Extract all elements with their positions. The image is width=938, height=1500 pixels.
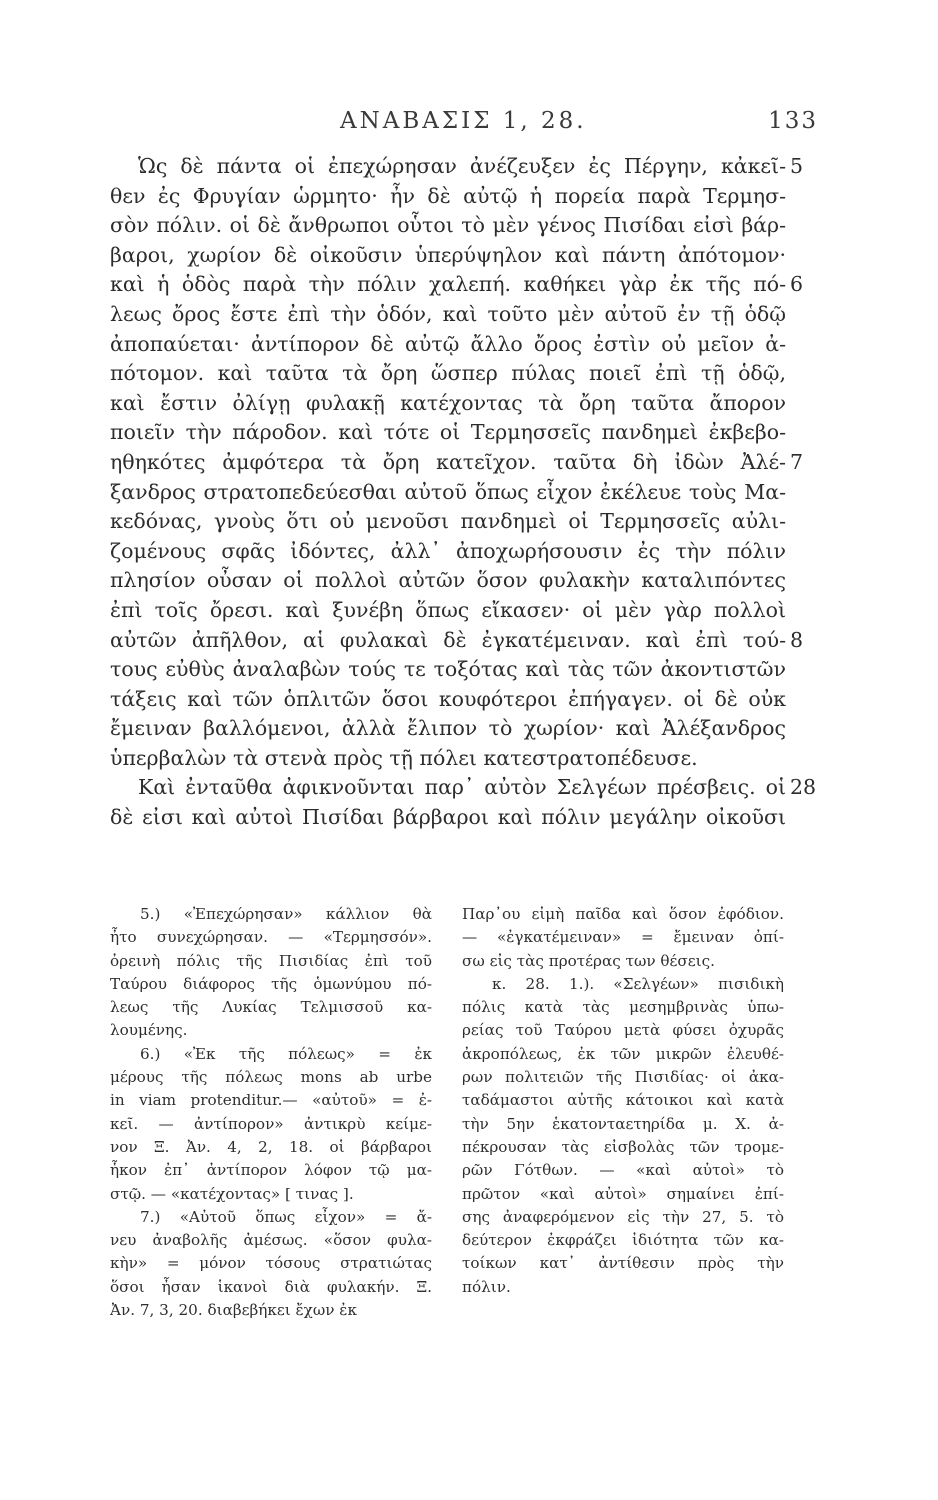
main-text-block	[110, 152, 817, 833]
footnote-line	[462, 1159, 784, 1182]
text-line-content: τους εὐθὺς ἀναλαβὼν τούς τε τοξότας καὶ τὰς τῶν ἀκοντιστῶν	[110, 657, 786, 682]
footnote-line	[462, 1136, 784, 1159]
footnote-line-content: πόλιν.	[462, 1277, 511, 1296]
footnote-line	[462, 1019, 784, 1042]
section-number: 8	[790, 627, 804, 652]
footnote-line	[462, 996, 784, 1019]
footnote-line	[110, 996, 432, 1019]
text-line	[110, 537, 786, 567]
footnote-line-content: ρείας τοῦ Ταύρου μετὰ φύσει ὀχυρᾶς	[462, 1021, 784, 1040]
footnote-line	[110, 1043, 432, 1066]
footnote-line-content: Ἀν. 7, 3, 20. διαβεβήκει ἔχων ἐκ	[110, 1301, 357, 1320]
text-line	[110, 448, 804, 478]
text-line-content: λεως ὄρος ἔστε ἐπὶ τὴν ὁδόν, καὶ τοῦτο μὲν αὐτοῦ ἐν τῇ ὁδῷ	[110, 301, 786, 326]
footnote-line-content: τὴν 5ην ἑκατονταετηρίδα μ. Χ. ἀ-	[462, 1114, 784, 1133]
footnote-line	[462, 926, 784, 949]
footnote-line	[110, 1159, 432, 1182]
text-line	[110, 655, 786, 685]
text-line	[110, 330, 786, 360]
footnote-line	[462, 1183, 784, 1206]
text-line-content: ὑπερβαλὼν τὰ στενὰ πρὸς τῇ πόλει κατεστρατοπέδευσε.	[110, 745, 698, 770]
footnote-line-content: νον Ξ. Ἀν. 4, 2, 18. οἱ βάρβαροι	[110, 1137, 432, 1156]
text-line	[110, 418, 786, 448]
text-line	[110, 211, 786, 241]
footnote-line-content: in viam protenditur.— «αὐτοῦ» = ἐ-	[110, 1091, 432, 1110]
text-line	[110, 182, 786, 212]
footnotes-left-column	[110, 903, 432, 1322]
text-line-content: αὐτῶν ἀπῆλθον, αἱ φυλακαὶ δὲ ἐγκατέμειναν. καὶ ἐπὶ τού-	[110, 627, 786, 652]
footnote-line-content: Ταύρου διάφορος τῆς ὁμωνύμου πό-	[110, 974, 432, 993]
footnote-line-content: ἦτο συνεχώρησαν. — «Τερμησσόν».	[110, 928, 432, 947]
footnote-line	[462, 903, 784, 926]
footnote-line	[462, 1043, 784, 1066]
footnote-line-content: νευ ἀναβολῆς ἀμέσως. «ὅσον φυλα-	[110, 1231, 432, 1250]
footnote-line	[462, 950, 784, 973]
footnote-line	[110, 1183, 432, 1206]
footnote-line-content: πρῶτον «καὶ αὐτοὶ» σημαίνει ἐπί-	[462, 1184, 784, 1203]
footnotes	[110, 903, 810, 1403]
footnote-line	[462, 1066, 784, 1089]
text-line	[110, 152, 804, 182]
section-number: 5	[790, 154, 804, 178]
text-line	[110, 773, 817, 803]
footnote-line-content: ἧκον ἐπ᾽ ἀντίπορον λόφον τῷ μα-	[110, 1161, 432, 1180]
footnote-line	[462, 1206, 784, 1229]
text-line	[110, 626, 804, 656]
footnote-line-content: πέκρουσαν τὰς εἰσβολὰς τῶν τρομε-	[462, 1137, 784, 1156]
text-line	[110, 359, 786, 389]
text-line	[110, 596, 786, 626]
text-line	[110, 389, 786, 419]
text-line	[110, 685, 786, 715]
footnote-line	[110, 1089, 432, 1112]
footnote-line-content: σης ἀναφερόμενον εἰς τὴν 27, 5. τὸ	[462, 1207, 784, 1226]
footnote-line	[110, 973, 432, 996]
footnote-line-content: ταδάμαστοι αὐτῆς κάτοικοι καὶ κατὰ	[462, 1091, 784, 1110]
text-line-content: ἔμειναν βαλλόμενοι, ἀλλὰ ἔλιπον τὸ χωρίον· καὶ Ἀλέξανδρος	[110, 716, 786, 741]
footnote-line	[110, 1066, 432, 1089]
footnote-line-content: 5.) «Ἐπεχώρησαν» κάλλιον θὰ	[140, 905, 432, 923]
footnote-line	[110, 1019, 432, 1042]
text-line-content: θεν ἐς Φρυγίαν ὡρμητο· ἦν δὲ αὐτῷ ἡ πορεία παρὰ Τερμησ-	[110, 183, 786, 208]
text-line	[110, 566, 786, 596]
text-line-content: κεδόνας, γνοὺς ὅτι οὐ μενοῦσι πανδημεὶ οἱ Τερμησσεῖς αὐλι-	[110, 509, 786, 534]
text-line	[110, 507, 786, 537]
footnote-line-content: λεως τῆς Λυκίας Τελμισσοῦ κα-	[110, 998, 432, 1017]
footnote-line	[110, 903, 432, 926]
footnote-line	[462, 973, 784, 996]
footnote-line	[110, 1229, 432, 1252]
footnote-line	[462, 1252, 784, 1275]
footnote-line	[462, 1276, 784, 1299]
footnote-line	[110, 950, 432, 973]
text-line-content: ξανδρος στρατοπεδεύεσθαι αὐτοῦ ὅπως εἶχον ἐκέλευε τοὺς Μα-	[110, 479, 786, 504]
footnote-line-content: κὴν» = μόνον τόσους στρατιώτας	[110, 1254, 432, 1273]
running-head	[110, 104, 818, 144]
footnotes-right-column	[462, 903, 784, 1299]
section-number: 7	[790, 449, 804, 474]
text-line-content: Καὶ ἐνταῦθα ἀφικνοῦνται παρ᾽ αὐτὸν Σελγέων πρέσβεις. οἱ	[138, 775, 786, 800]
footnote-line-content: τοίκων κατ᾽ ἀντίθεσιν πρὸς τὴν	[462, 1254, 784, 1273]
text-line-content: πλησίον οὖσαν οἱ πολλοὶ αὐτῶν ὅσον φυλακὴν καταλιπόντες	[110, 568, 786, 593]
running-title: ΑΝΑΒΑΣΙΣ 1, 28.	[340, 108, 587, 134]
text-line-content: ζομένους σφᾶς ἰδόντες, ἀλλ᾽ ἀποχωρήσουσιν ἐς τὴν πόλιν	[110, 538, 786, 563]
footnote-line	[462, 1113, 784, 1136]
text-line-content: καὶ ἔστιν ὀλίγῃ φυλακῇ κατέχοντας τὰ ὄρη ταῦτα ἄπορον	[110, 390, 786, 415]
footnote-line-content: ρῶν Γότθων. — «καὶ αὐτοὶ» τὸ	[462, 1161, 784, 1180]
footnote-line	[110, 1299, 432, 1322]
footnote-line-content: κ. 28. 1.). «Σελγέων» πισιδικὴ	[492, 974, 784, 993]
footnote-line	[110, 1276, 432, 1299]
footnote-line-content: δεύτερον ἐκφράζει ἰδιότητα τῶν κα-	[462, 1231, 784, 1250]
footnote-line-content: κεῖ. — ἀντίπορον» ἀντικρὺ κείμε-	[110, 1114, 432, 1133]
text-line	[110, 478, 786, 508]
footnote-line	[110, 1136, 432, 1159]
footnote-line-content: ὅσοι ἦσαν ἱκανοὶ διὰ φυλακήν. Ξ.	[110, 1277, 432, 1296]
text-line-content: σὸν πόλιν. οἱ δὲ ἄνθρωποι οὗτοι τὸ μὲν γένος Πισίδαι εἰσὶ βάρ-	[110, 213, 786, 238]
section-number: 6	[790, 272, 804, 297]
text-line	[110, 300, 786, 330]
footnote-line-content: — «ἐγκατέμειναν» = ἔμειναν ὀπί-	[462, 928, 784, 947]
text-line-content: δὲ εἰσι καὶ αὐτοὶ Πισίδαι βάρβαροι καὶ πόλιν μεγάλην οἰκοῦσι	[110, 805, 786, 830]
text-line-content: καὶ ἡ ὁδὸς παρὰ τὴν πόλιν χαλεπή. καθήκει γὰρ ἐκ τῆς πό-	[110, 272, 786, 297]
footnote-line-content: λουμένης.	[110, 1021, 188, 1040]
footnote-line	[110, 1252, 432, 1275]
footnote-line	[110, 1206, 432, 1229]
footnote-line-content: Παρ᾽ου εἰμὴ παῖδα καὶ ὅσον ἐφόδιον.	[462, 905, 784, 923]
footnote-line	[110, 926, 432, 949]
text-line-content: πότομον. καὶ ταῦτα τὰ ὄρη ὥσπερ πύλας ποιεῖ ἐπὶ τῇ ὁδῷ,	[110, 361, 786, 386]
text-line-content: ἀποπαύεται· ἀντίπορον δὲ αὐτῷ ἄλλο ὄρος ἐστὶν οὐ μεῖον ἀ-	[110, 331, 786, 356]
footnote-line-content: μέρους τῆς πόλεως mons ab urbe	[110, 1068, 432, 1087]
text-line-content: ηθηκότες ἀμφότερα τὰ ὄρη κατεῖχον. ταῦτα δὴ ἰδὼν Ἀλέ-	[110, 449, 786, 474]
text-line-content: ποιεῖν τὴν πάροδον. καὶ τότε οἱ Τερμησσεῖς πανδημεὶ ἐκβεβο-	[110, 420, 786, 445]
footnote-line-content: σω εἰς τὰς προτέρας των θέσεις.	[462, 951, 715, 970]
footnote-line-content: ἀκροπόλεως, ἐκ τῶν μικρῶν ἐλευθέ-	[462, 1044, 784, 1063]
footnote-line-content: ὀρεινὴ πόλις τῆς Πισιδίας ἐπὶ τοῦ	[110, 951, 432, 970]
text-line-content: ἐπὶ τοῖς ὄρεσι. καὶ ξυνέβη ὅπως εἴκασεν· οἱ μὲν γὰρ πολλοὶ	[110, 597, 786, 622]
footnote-line-content: 7.) «Αὐτοῦ ὅπως εἶχον» = ἄ-	[140, 1207, 432, 1226]
text-line	[110, 803, 786, 833]
footnote-line	[462, 1089, 784, 1112]
text-line	[110, 714, 786, 744]
text-line-content: βαροι, χωρίον δὲ οἰκοῦσιν ὑπερύψηλον καὶ πάντη ἀπότομον·	[110, 242, 786, 267]
page-number: 133	[768, 108, 818, 134]
text-line	[110, 270, 804, 300]
text-line	[110, 744, 786, 774]
text-line-content: Ὡς δὲ πάντα οἱ ἐπεχώρησαν ἀνέζευξεν ἐς Πέργην, κἀκεῖ-	[138, 154, 786, 178]
section-number: 28	[790, 775, 817, 800]
footnote-line	[462, 1229, 784, 1252]
text-line-content: τάξεις καὶ τῶν ὁπλιτῶν ὅσοι κουφότεροι ἐπήγαγεν. οἱ δὲ οὐκ	[110, 686, 786, 711]
footnote-line-content: 6.) «Ἐκ τῆς πόλεως» = ἐκ	[140, 1044, 432, 1063]
footnote-line	[110, 1113, 432, 1136]
text-line	[110, 241, 786, 271]
footnote-line-content: ρων πολιτειῶν τῆς Πισιδίας· οἱ ἀκα-	[462, 1068, 784, 1087]
footnote-line-content: πόλις κατὰ τὰς μεσημβρινὰς ὑπω-	[462, 998, 784, 1017]
footnote-line-content: στῷ. — «κατέχοντας» [ τινας ].	[110, 1184, 354, 1203]
